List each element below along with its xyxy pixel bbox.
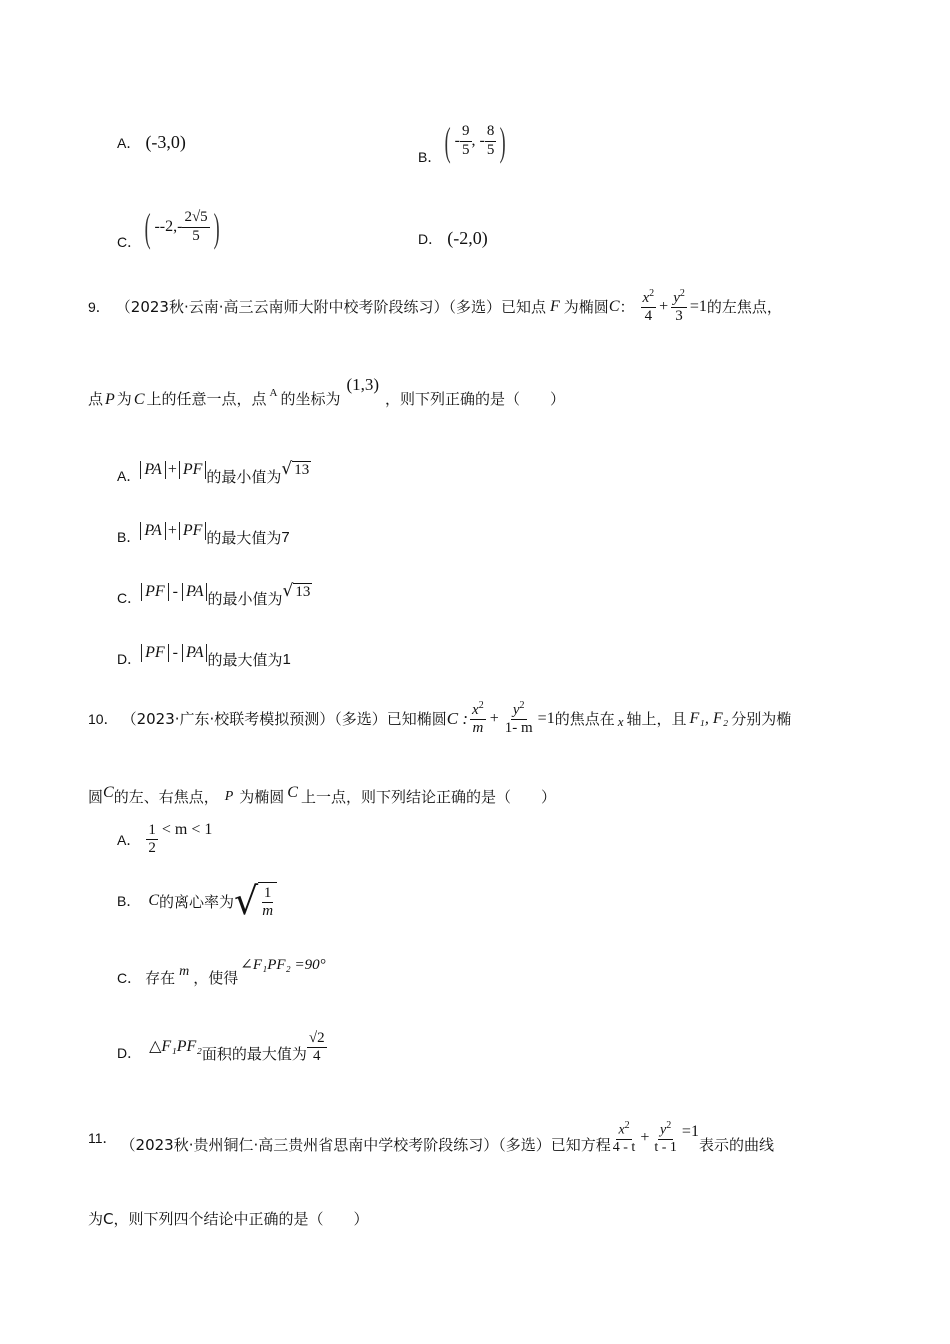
fraction: $\frac{1}{2}$ (148, 822, 156, 857)
option-math: (-2,0) (447, 228, 488, 248)
question-source: （2023秋·贵州铜仁·高三贵州省思南中学校考阶段练习）（多选）已知方程 (120, 1136, 611, 1155)
equation-fraction: $\frac{y^2}{1- m}$ (504, 700, 533, 737)
fraction: $\frac{8}{5}$ (486, 123, 495, 158)
q11-stem-line2: 为C，则下列四个结论中正确的是（ ） (88, 1210, 369, 1228)
q9-stem-line2: 点 P 为 C 上的任意一点，点 A 的坐标为 (1,3) ，则下列正确的是（ ） (88, 375, 566, 408)
option-label: D． (418, 231, 443, 247)
option-math: (-3,0) (145, 132, 186, 152)
q11-stem-line1: 11． （2023秋·贵州铜仁·高三贵州省思南中学校考阶段练习）（多选）已知方程 $\frac{x^2}{4 - t}$ + $\frac{y^2}{t - 1}$ =1 表示的曲线 (88, 1120, 774, 1155)
equation-fraction: $\frac{x^2}{4}$ (642, 288, 655, 325)
q9-option-c: C． PF - PA 的最小值为 √ 13 (117, 580, 311, 608)
equation-fraction: $\frac{x^2}{m}$ (472, 700, 484, 737)
equation-fraction: $\frac{y^2}{t - 1}$ (654, 1120, 677, 1155)
q9-option-d: D． PF - PA 的最大值为 1 (117, 643, 291, 669)
q8-option-a (117, 132, 186, 153)
fraction: $\frac{√2}{4}$ (308, 1030, 325, 1065)
q8-option-d (418, 228, 488, 249)
q9-option-a: A． PA + PF 的最小值为 √ 13 (117, 458, 310, 486)
option-label: B． (418, 149, 442, 165)
fraction: $\frac{9}{5}$ (462, 123, 470, 158)
question-number: 11． (88, 1129, 117, 1146)
q9-option-b: B． PA + PF 的最大值为 7 (117, 521, 290, 547)
option-lead: -2,- (159, 218, 183, 235)
q10-stem-line2: 圆 C 的左、右焦点， P 为椭圆 C 上一点，则下列结论正确的是（ ） (88, 783, 556, 806)
q10-option-a: A． $\frac{1}{2}$ < m < 1 (117, 820, 213, 857)
q9-stem-line1: 9． （2023秋·云南·高三云南师大附中校考阶段练习）（多选）已知点 F 为椭圆 C ： $\frac{x^2}{4}$ + $\frac{y^2}{3}$ =1 的左焦点， (88, 288, 782, 325)
q8-option-c: C． ( - -2,- $\frac{2√5}{5}$ ) (117, 204, 220, 250)
equation-fraction: $\frac{y^2}{3}$ (673, 288, 685, 325)
q10-stem-line1: 10． （2023·广东·校联考模拟预测）（多选）已知椭圆 C : $\frac{x^2}{m}$ + $\frac{y^2}{1- m}$ =1 的焦点在 x 轴上，且 F₁, F₂ 分别为椭 (88, 700, 792, 737)
question-source: （2023·广东·校联考模拟预测）（多选）已知椭圆 (121, 710, 447, 729)
question-number: 9． (88, 298, 110, 315)
q10-option-b: B． C 的离心率为 √ $\frac{1}{m}$ (117, 882, 277, 921)
question-source: （2023秋·云南·高三云南师大附中校考阶段练习）（多选）已知点 (115, 298, 547, 317)
fraction: $\frac{2√5}{5}$ (184, 209, 208, 244)
q10-option-d: D． △F₁PF₂ 面积的最大值为 $\frac{√2}{4}$ (117, 1030, 325, 1065)
question-number: 10． (88, 710, 118, 727)
option-label: A． (117, 135, 141, 151)
q10-option-c: C． 存在 m ，使得 ∠F₁PF₂ =90° (117, 957, 326, 987)
equation-fraction: $\frac{x^2}{4 - t}$ (612, 1120, 636, 1155)
q8-option-b: B． ( - $\frac{9}{5}$ , - $\frac{8}{5}$ ) (418, 118, 506, 165)
option-label: C． (117, 234, 142, 250)
